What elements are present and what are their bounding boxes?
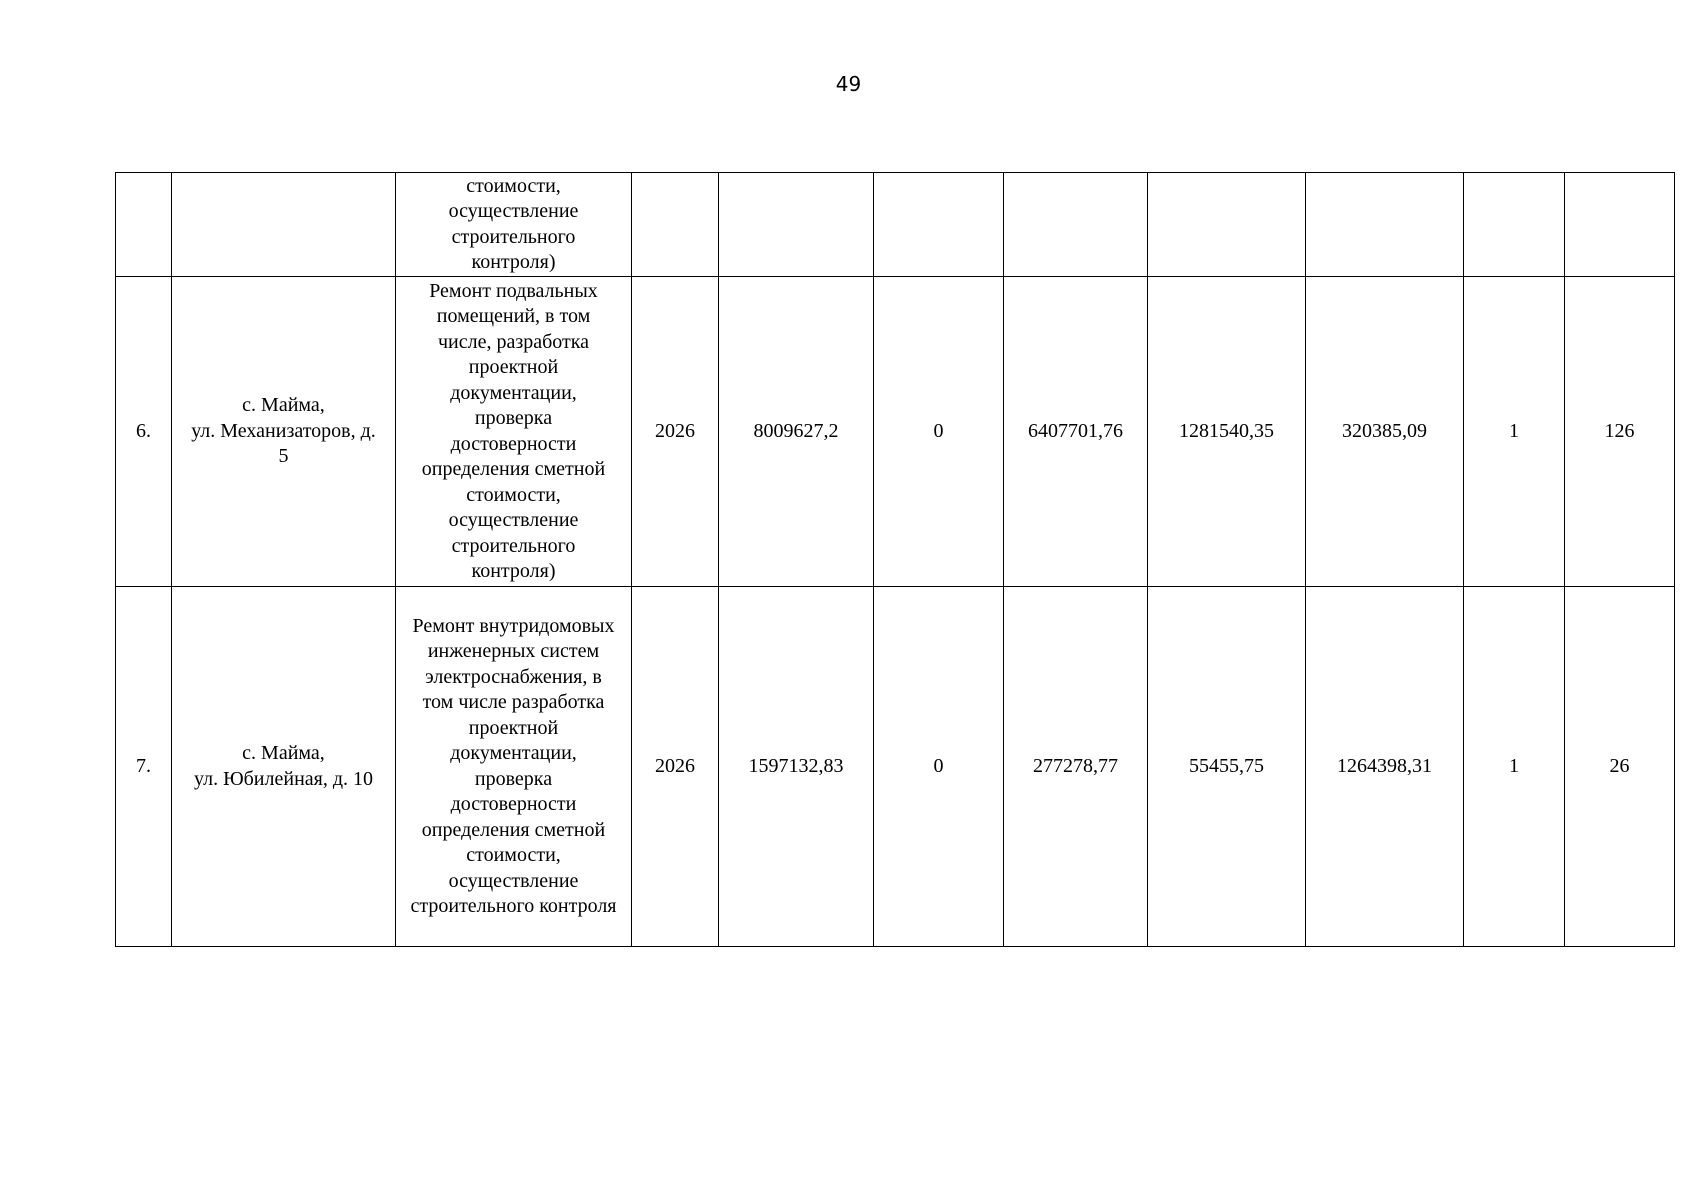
cost-cell-1	[874, 173, 1004, 277]
cost-cell-1: 0	[874, 277, 1004, 587]
count-cell: 1	[1464, 587, 1565, 947]
page-number: 49	[835, 72, 862, 96]
table-row	[116, 173, 1675, 277]
count-cell	[1464, 173, 1565, 277]
work-description-cell: Ремонт подвальных помещений, в том числе, разработка проектной документации, проверка достоверности определения сметной стоимости, осуществление строительного контроля)	[396, 277, 632, 587]
table-row	[116, 587, 1675, 947]
table-row	[116, 277, 1675, 587]
total-cost-cell: 8009627,2	[719, 277, 874, 587]
address-locality: с. Майма,	[242, 742, 325, 764]
year-cell: 2026	[632, 587, 719, 947]
total-cost-cell: 1597132,83	[719, 587, 874, 947]
address-locality: с. Майма,	[242, 394, 325, 417]
address-cell	[172, 173, 396, 277]
cost-cell-3: 1281540,35	[1148, 277, 1306, 587]
count-cell: 1	[1464, 277, 1565, 587]
year-cell	[632, 173, 719, 277]
cost-cell-4	[1306, 173, 1464, 277]
address-street: ул. Юбилейная, д. 10	[193, 767, 374, 790]
cost-cell-1: 0	[874, 587, 1004, 947]
row-number-cell	[116, 173, 172, 277]
cost-cell-2	[1004, 173, 1148, 277]
cost-cell-2: 277278,77	[1004, 587, 1148, 947]
cost-cell-3: 55455,75	[1148, 587, 1306, 947]
quantity-cell: 26	[1565, 587, 1675, 947]
quantity-cell: 126	[1565, 277, 1675, 587]
year-cell: 2026	[632, 277, 719, 587]
row-number-cell: 7.	[116, 587, 172, 947]
cost-cell-4: 320385,09	[1306, 277, 1464, 587]
work-description-cell: Ремонт внутридомовых инженерных систем электроснабжения, в том числе разработка проектной документации, проверка достоверности определения сметной стоимости, осуществление строительного контроля	[396, 587, 632, 947]
cost-cell-2: 6407701,76	[1004, 277, 1148, 587]
cost-cell-4: 1264398,31	[1306, 587, 1464, 947]
work-description-cell: стоимости, осуществление строительного контроля)	[396, 173, 632, 277]
address-cell	[172, 587, 396, 947]
quantity-cell	[1565, 173, 1675, 277]
address-street: ул. Механизаторов, д. 5	[191, 419, 376, 468]
row-number-cell: 6.	[116, 277, 172, 587]
address-cell	[172, 277, 396, 587]
cost-cell-3	[1148, 173, 1306, 277]
repair-schedule-table	[115, 172, 1675, 947]
total-cost-cell	[719, 173, 874, 277]
